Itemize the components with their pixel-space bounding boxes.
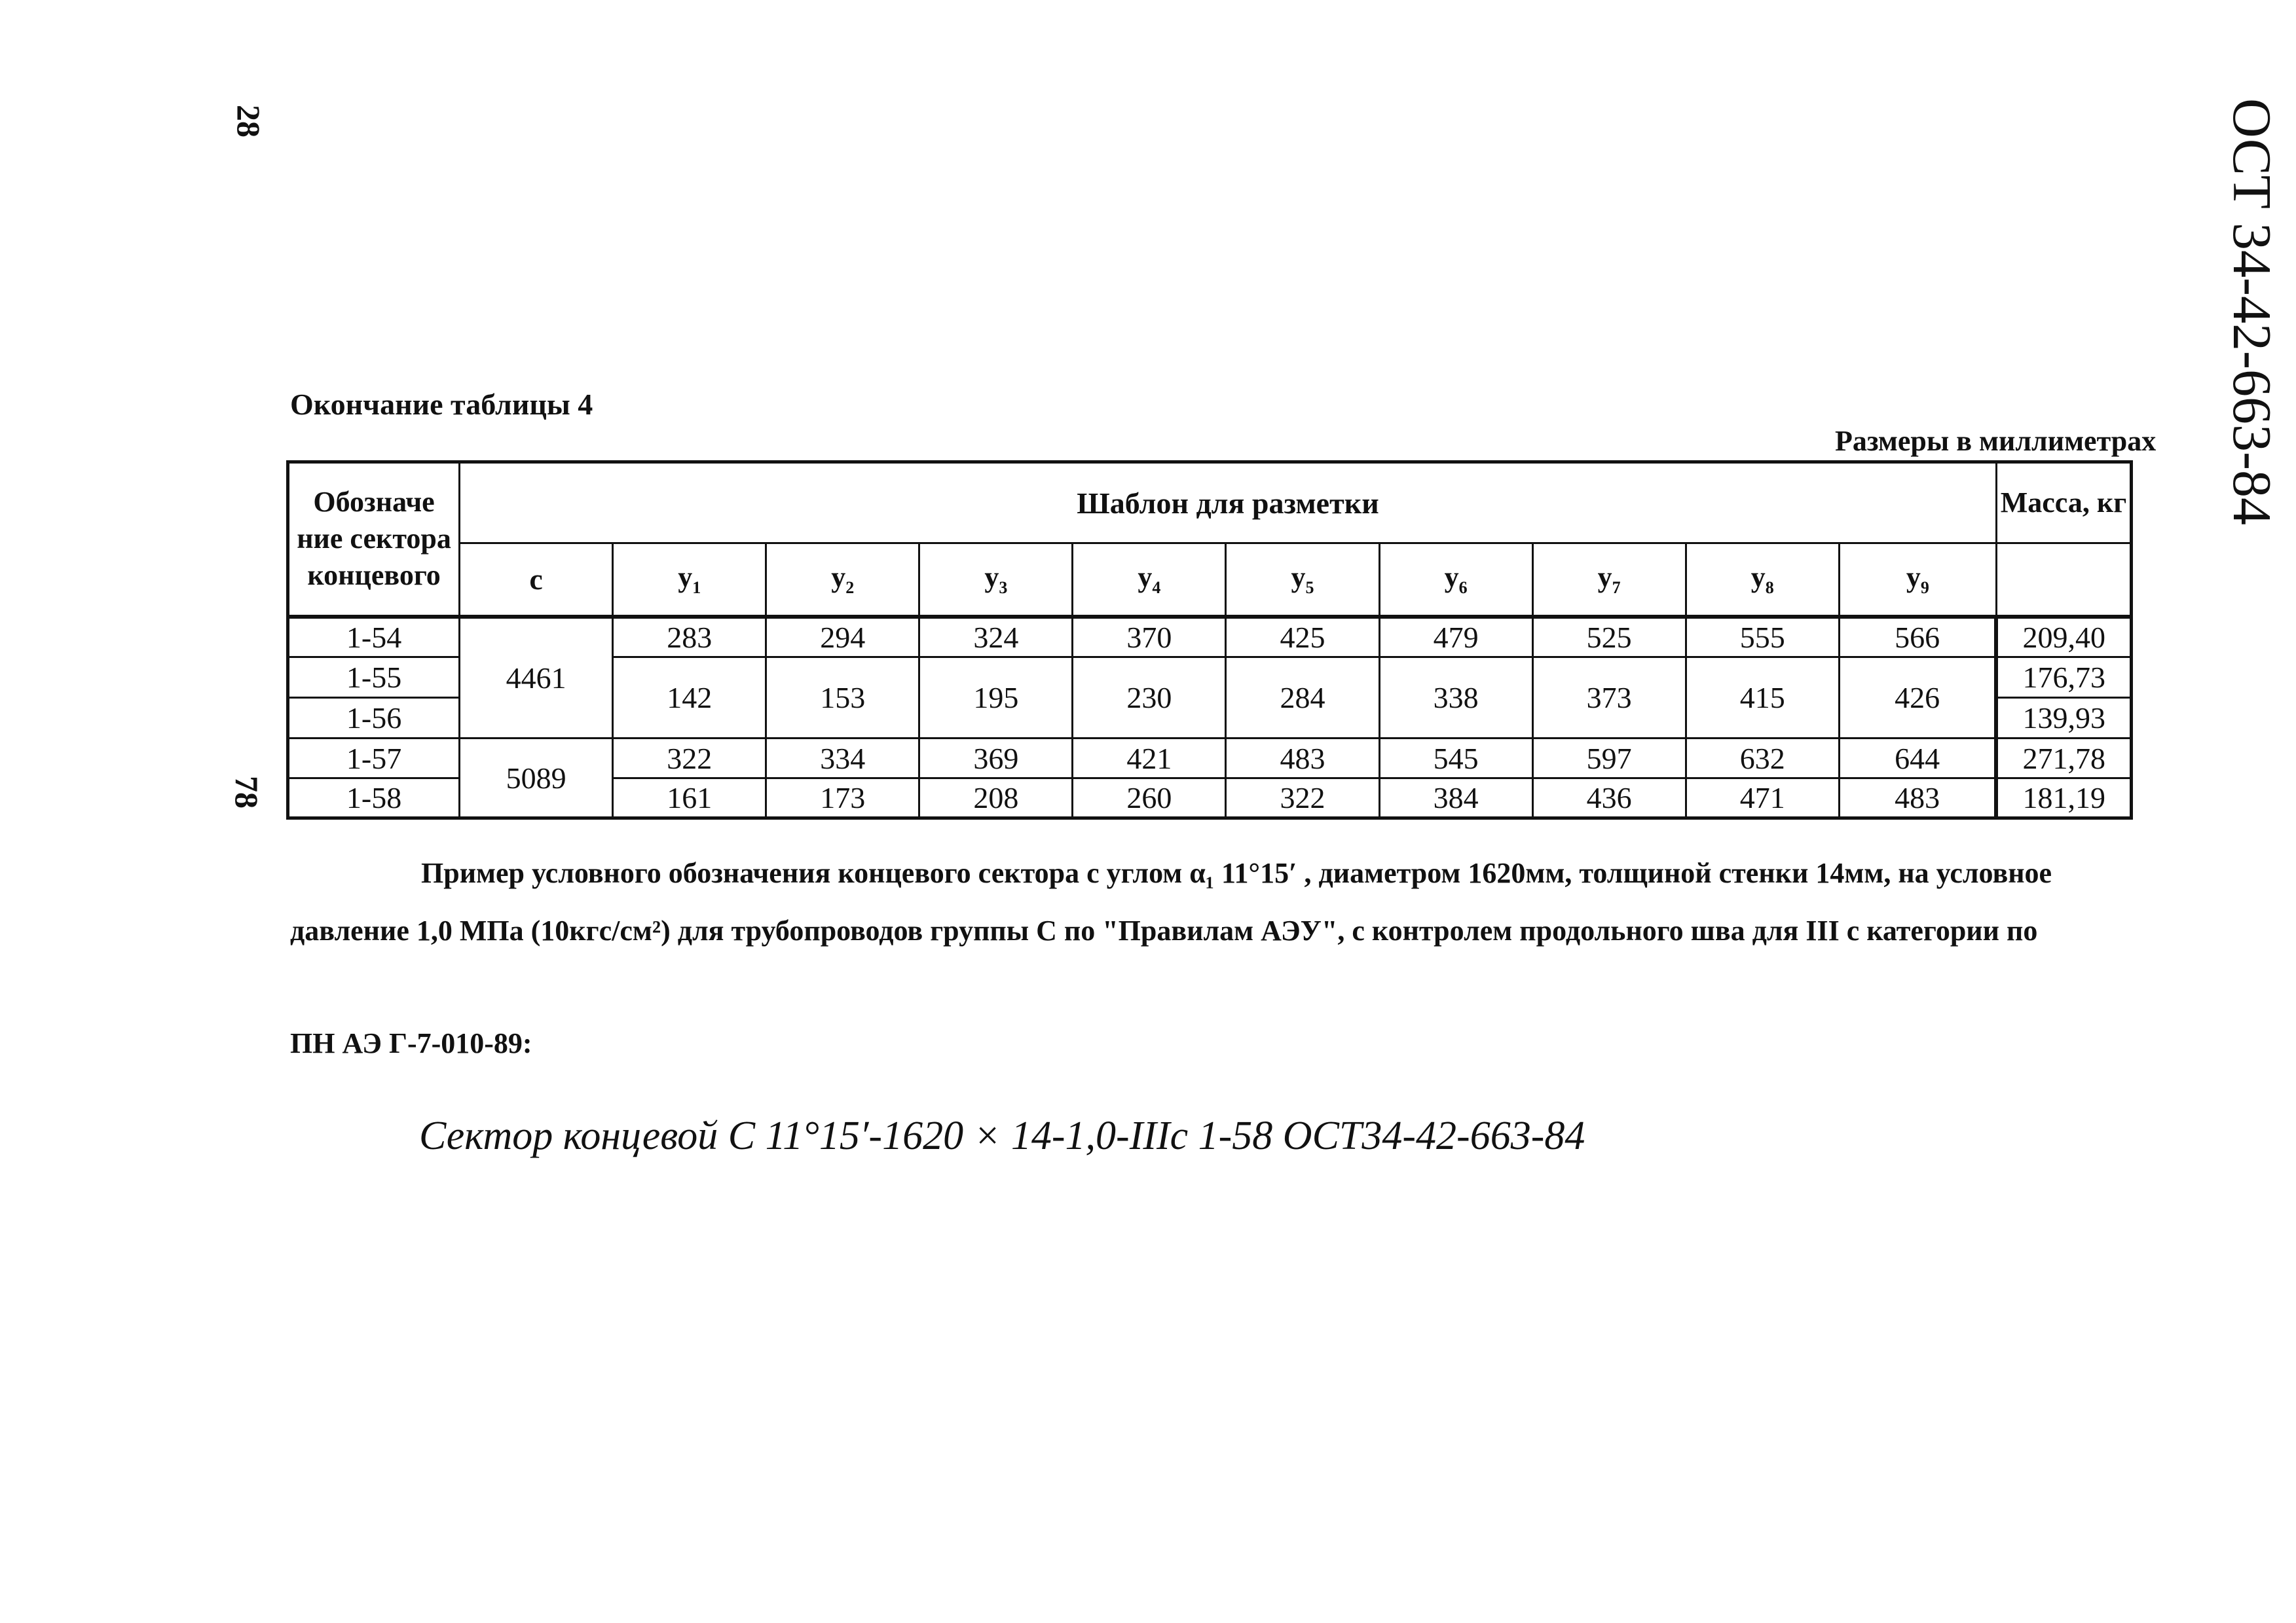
cell-y: 294 [766,617,919,657]
cell-y: 471 [1686,778,1839,818]
cell-c: 4461 [460,617,613,739]
row-designation: 1-56 [288,698,460,739]
cell-y: 260 [1073,778,1226,818]
cell-y: 161 [613,778,766,818]
cell-mass: 209,40 [1996,617,2131,657]
header-designation: Обозначе ние сектора концевого [288,462,460,617]
row-designation: 1-58 [288,778,460,818]
cell-y: 632 [1686,739,1839,778]
cell-y: 322 [613,739,766,778]
row-designation: 1-57 [288,739,460,778]
cell-y: 195 [919,657,1073,739]
table-caption: Окончание таблицы 4 [290,388,593,421]
table-units-note: Размеры в миллиметрах [1835,425,2157,457]
cell-y: 370 [1073,617,1226,657]
cell-mass: 271,78 [1996,739,2131,778]
header-y1: $у_1$ [613,543,766,617]
header-y4: $у_4$ [1073,543,1226,617]
cell-mass: 176,73 [1996,657,2131,698]
table-row [288,739,2132,778]
header-mass: Масса, кг [1996,462,2131,543]
cell-mass: 181,19 [1996,778,2131,818]
header-y2: $у_2$ [766,543,919,617]
header-y7: $у_7$ [1532,543,1686,617]
marking-template-table [286,460,2133,820]
cell-y: 369 [919,739,1073,778]
cell-y: 334 [766,739,919,778]
cell-y: 284 [1226,657,1379,739]
cell-y: 142 [613,657,766,739]
row-designation: 1-54 [288,617,460,657]
cell-y: 545 [1379,739,1532,778]
example-paragraph: Пример условного обозначения концевого сектора с углом α₁ 11°15′ , диаметром 1620мм, толщиной стенки 14мм, на условное давление 1,0 МПа (10кгс/см²) для трубопроводов группы С по "Правилам АЭУ", с контролем продольного шва для III с категории по [290,857,2052,947]
cell-mass: 139,93 [1996,698,2131,739]
cell-y: 525 [1532,617,1686,657]
example-designation: Сектор концевой С 11°15′-1620 × 14-1,0-IIIс 1-58 ОСТ34-42-663-84 [419,1114,1585,1158]
header-y8: $у_8$ [1686,543,1839,617]
cell-y: 479 [1379,617,1532,657]
header-y3: $у_3$ [919,543,1073,617]
row-designation: 1-55 [288,657,460,698]
header-y5: $у_5$ [1226,543,1379,617]
header-y9: $у_9$ [1839,543,1996,617]
document-code: ОСТ 34-42-663-84 [2221,98,2282,525]
cell-y: 597 [1532,739,1686,778]
side-page-number: 78 [229,776,265,809]
cell-y: 426 [1839,657,1996,739]
cell-c: 5089 [460,739,613,818]
cell-y: 483 [1226,739,1379,778]
cell-y: 153 [766,657,919,739]
table-row [288,617,2132,657]
cell-y: 208 [919,778,1073,818]
header-y6: $у_6$ [1379,543,1532,617]
cell-y: 415 [1686,657,1839,739]
cell-y: 555 [1686,617,1839,657]
header-mass-empty [1996,543,2131,617]
cell-y: 322 [1226,778,1379,818]
standard-reference: ПН АЭ Г-7-010-89: [290,1027,532,1059]
cell-y: 425 [1226,617,1379,657]
cell-y: 421 [1073,739,1226,778]
header-c: с [460,543,613,617]
cell-y: 373 [1532,657,1686,739]
cell-y: 384 [1379,778,1532,818]
header-template: Шаблон для разметки [460,462,1997,543]
cell-y: 436 [1532,778,1686,818]
cell-y: 483 [1839,778,1996,818]
cell-y: 566 [1839,617,1996,657]
cell-y: 324 [919,617,1073,657]
cell-y: 173 [766,778,919,818]
cell-y: 644 [1839,739,1996,778]
cell-y: 283 [613,617,766,657]
cell-y: 338 [1379,657,1532,739]
page-number: 28 [231,105,267,137]
cell-y: 230 [1073,657,1226,739]
